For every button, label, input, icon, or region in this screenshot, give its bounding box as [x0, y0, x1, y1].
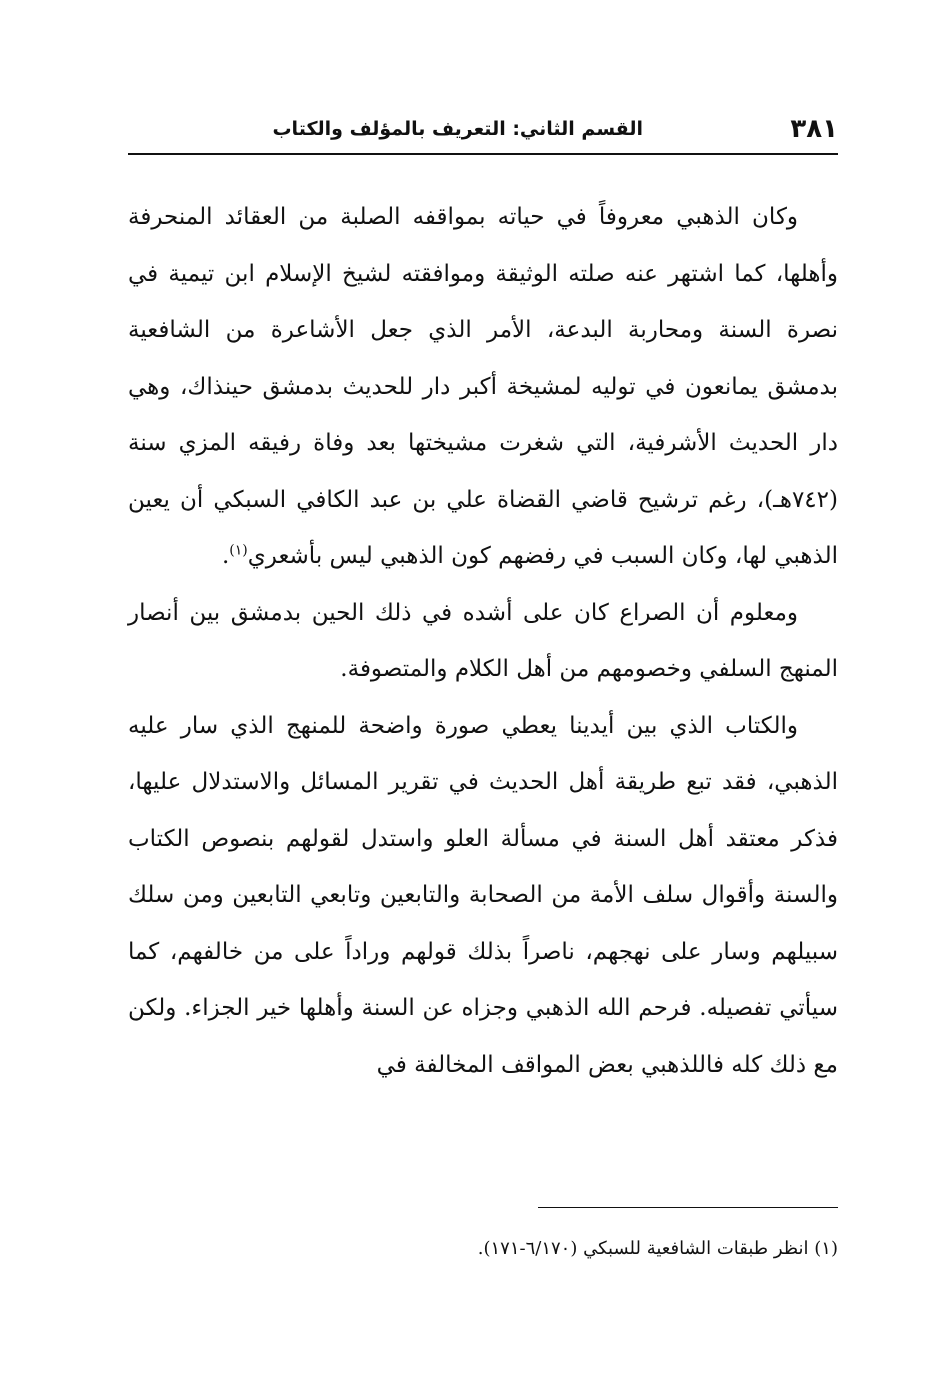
footnote-reference[interactable]: (١): [229, 542, 248, 559]
footnote-1: (١) انظر طبقات الشافعية للسبكي (٦/١٧٠-١٧١).: [477, 1238, 838, 1259]
paragraph-1-text: وكان الذهبي معروفاً في حياته بمواقفه الصلبة من العقائد المنحرفة وأهلها، كما اشتهر عنه صلته الوثيقة وموافقته لشيخ الإسلام ابن تيمية في نصرة السنة ومحاربة البدعة، الأمر الذي جعل الأشاعرة من الشافعية بدمشق يمانعون في توليه لمشيخة أكبر دار للحديث بدمشق حينذاك، وهي دار الحديث الأشرفية، التي شغرت مشيختها بعد وفاة رفيقه المزي سنة (٧٤٢هـ)، رغم ترشيح قاضي القضاة علي بن عبد الكافي السبكي أن يعين الذهبي لها، وكان السبب في رفضهم كون الذهبي ليس بأشعري: [128, 204, 838, 569]
paragraph-1-tail: .: [221, 543, 230, 569]
page-number: ٣٨١: [790, 114, 838, 144]
running-title: القسم الثاني: التعريف بالمؤلف والكتاب: [272, 118, 643, 140]
main-text: [128, 189, 838, 1093]
header-rule: [128, 153, 838, 155]
paragraph-3: والكتاب الذي بين أيدينا يعطي صورة واضحة للمنهج الذي سار عليه الذهبي، فقد تبع طريقة أهل الحديث في تقرير المسائل والاستدلال عليها، فذكر معتقد أهل السنة في مسألة العلو واستدل لقولهم بنصوص الكتاب والسنة وأقوال سلف الأمة من الصحابة والتابعين وتابعي التابعين ومن سلك سبيلهم وسار على نهجهم، ناصراً بذلك قولهم وراداً على من خالفهم، كما سيأتي تفصيله. فرحم الله الذهبي وجزاه عن السنة وأهلها خير الجزاء. ولكن مع ذلك كله فاللذهبي بعض المواقف المخالفة في: [128, 712, 838, 1078]
footnote-rule: [538, 1207, 838, 1208]
paragraph-1: [128, 189, 838, 585]
paragraph-2: ومعلوم أن الصراع كان على أشده في ذلك الحين بدمشق بين أنصار المنهج السلفي وخصومهم من أهل الكلام والمتصوفة.: [128, 599, 838, 682]
page-header: [128, 112, 838, 152]
